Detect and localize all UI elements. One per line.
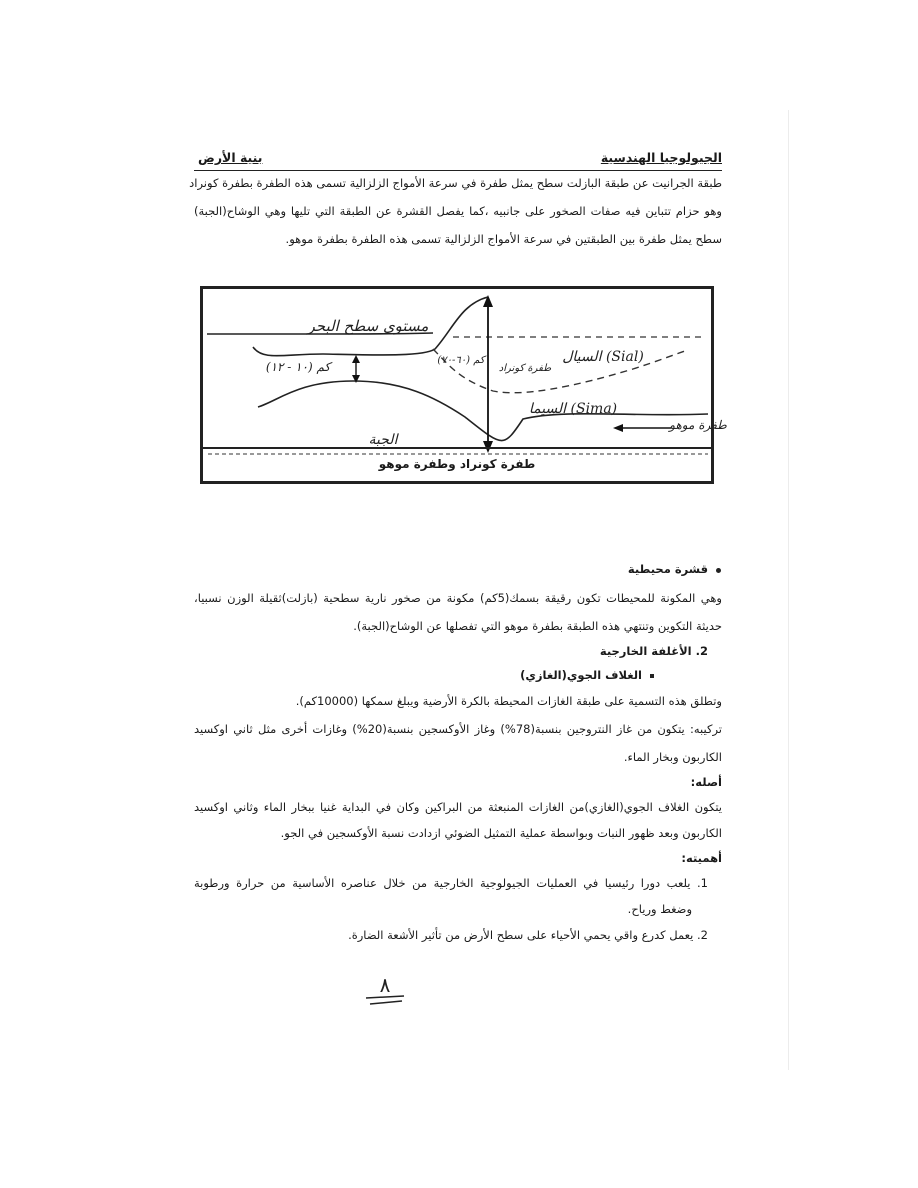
- composition-line-1: تركيبه: يتكون من غاز النتروجين بنسبة(78%) وغاز الأوكسجين بنسبة(20%) وغازات أخرى مثل ثاني اوكسيد: [194, 722, 722, 736]
- atmosphere-definition: وتطلق هذه التسمية على طبقة الغازات المحيطة بالكرة الأرضية ويبلغ سمكها (10000كم).: [295, 694, 722, 708]
- square-bullet-icon: [650, 674, 654, 678]
- page-number-underline: [360, 972, 410, 1012]
- page-number-text: ٨: [379, 973, 391, 997]
- page-edge-line: [788, 110, 789, 1070]
- header-chapter-title: بنية الأرض: [198, 150, 263, 165]
- origin-line-2: الكاربون وبعد ظهور النبات وبواسطة عملية التمثيل الضوئي ازدادت نسبة الأوكسجين في الجو.: [280, 826, 722, 840]
- moho-discontinuity-line: [258, 381, 708, 441]
- conrad-moho-figure: [200, 286, 727, 484]
- importance-item-2: 2. يعمل كدرع واقي يحمي الأحياء على سطح الأرض من تأثير الأشعة الضارة.: [348, 928, 708, 942]
- crust-thickness-label: (١٠ - ١٢) كم: [265, 360, 331, 374]
- importance-item-1-cont: وضغط ورياح.: [627, 902, 692, 916]
- oceanic-crust-title: قشرة محيطية: [627, 562, 708, 576]
- crust-diagram: [203, 289, 727, 449]
- crust-arrow-head-up: [352, 355, 360, 363]
- outer-envelopes-title: 2. الأغلفة الخارجية: [599, 644, 708, 658]
- mantle-label: الجبة: [368, 432, 398, 448]
- figure-caption: طفرة كونراد وطفرة موهو: [203, 447, 711, 481]
- origin-line-1: يتكون الغلاف الجوي(الغازي)من الغازات المنبعثة من البراكين وكان في البداية غنيا ببخار الماء وثاني اوكسيد: [194, 800, 722, 814]
- sima-label: السيما (Sima): [528, 401, 618, 417]
- sea-level-label: مستوى سطح البحر: [307, 317, 429, 335]
- importance-title: أهميته:: [681, 851, 722, 865]
- importance-item-1: 1. يلعب دورا رئيسيا في العمليات الجيولوجية الخارجية من خلال عناصره الأساسية من حرارة ورطوبة: [194, 876, 708, 890]
- header-course-title: الجيولوجيا الهندسية: [600, 150, 722, 165]
- arrow-head-up: [483, 295, 493, 307]
- sial-label: السيال (Sial): [562, 349, 644, 365]
- moho-label: طفرة موهو: [669, 418, 727, 432]
- composition-line-2: الكاربون وبخار الماء.: [623, 750, 722, 764]
- intro-line-3: سطح يمثل طفرة بين الطبقتين في سرعة الأمواج الزلزالية تسمى هذه الطفرة بطفرة موهو.: [285, 232, 722, 246]
- page-number: [360, 972, 410, 1012]
- conrad-label: طفرة كونراد: [498, 363, 552, 374]
- atmosphere-title: الغلاف الجوي(الغازي): [520, 668, 642, 682]
- page-header: [194, 150, 722, 171]
- oceanic-crust-line-2: حديثة التكوين وتنتهي هذه الطبقة بطفرة موهو التي تفصلها عن الوشاح(الجبة).: [353, 619, 722, 633]
- origin-title: أصله:: [690, 775, 722, 789]
- intro-line-2: وهو حزام تتباين فيه صفات الصخور على جانبيه ،كما يفصل القشرة عن الطبقة التي تليها وهي الوشاح(الجبة): [194, 204, 722, 218]
- conrad-thickness-label: (٦٠-٧٠) كم: [437, 355, 485, 366]
- intro-line-1: طبقة الجرانيت عن طبقة البازلت سطح يمثل طفرة في سرعة الأمواج الزلزالية تسمى هذه الطفرة بطفرة كونراد: [189, 176, 722, 190]
- bullet-icon: [716, 568, 721, 573]
- moho-pointer-head: [613, 424, 623, 432]
- oceanic-crust-line-1: وهي المكونة للمحيطات تكون رقيقة بسمك(5كم) مكونة من صخور نارية سطحية (بازلت)ثقيلة الوزن نسبيا،: [194, 591, 722, 605]
